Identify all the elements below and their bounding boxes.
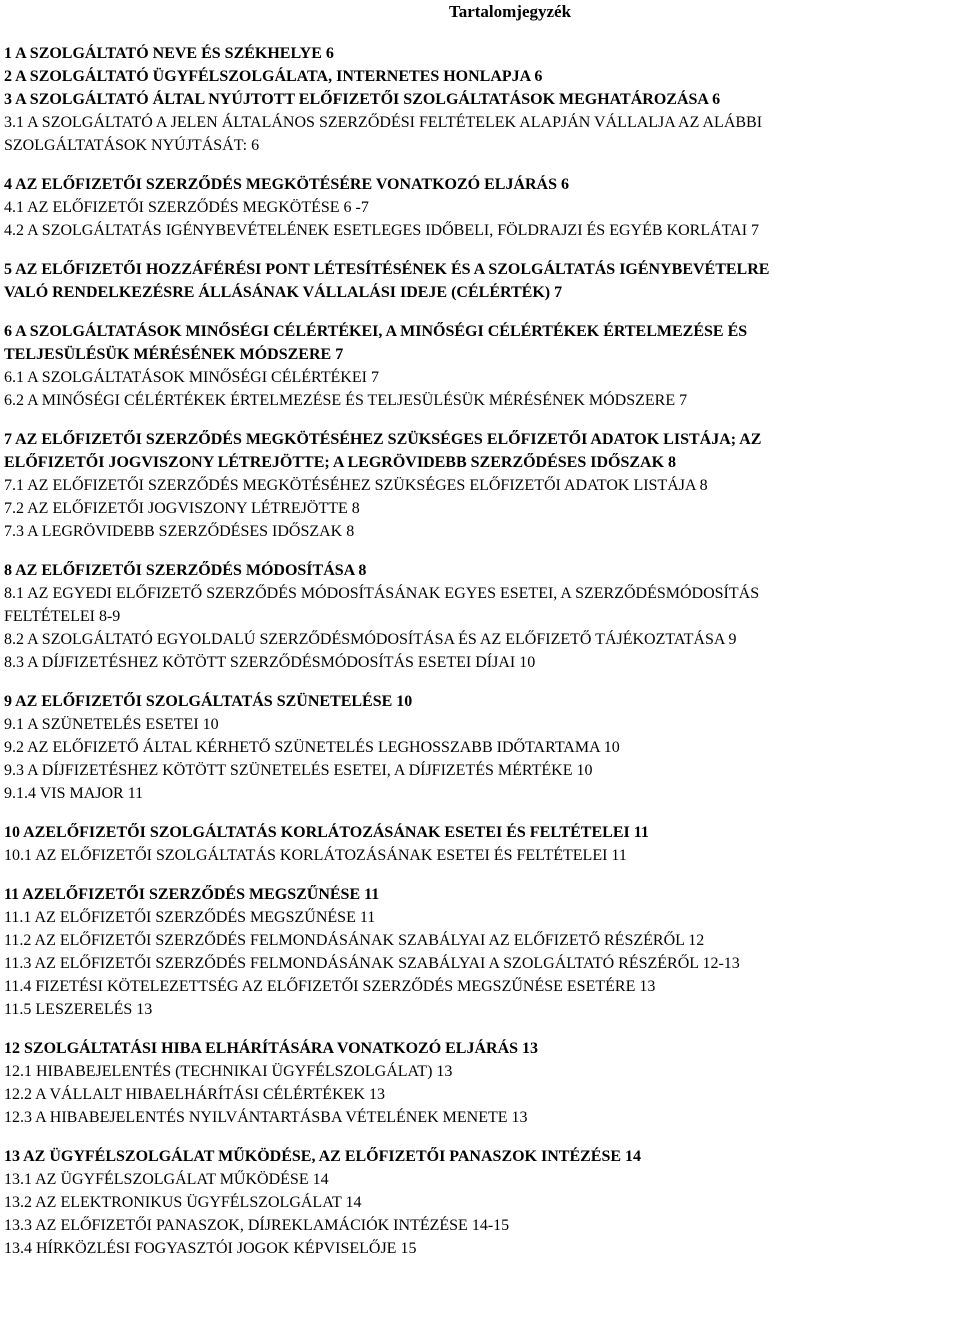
toc-entry-8-3[interactable]: 8.3 A DÍJFIZETÉSHEZ KÖTÖTT SZERZŐDÉSMÓDOSÍTÁS ESETEI DÍJAI 10 [4, 654, 536, 671]
toc-entry-11-4[interactable]: 11.4 FIZETÉSI KÖTELEZETTSÉG AZ ELŐFIZETŐI SZERZŐDÉS MEGSZŰNÉSE ESETÉRE 13 [4, 978, 656, 995]
toc-entry-3-1-cont[interactable]: SZOLGÁLTATÁSOK NYÚJTÁSÁT: 6 [4, 137, 260, 154]
table-of-contents [4, 42, 956, 1260]
toc-entry-12-2[interactable]: 12.2 A VÁLLALT HIBAELHÁRÍTÁSI CÉLÉRTÉKEK 13 [4, 1086, 385, 1103]
toc-entry-6-cont[interactable]: TELJESÜLÉSÜK MÉRÉSÉNEK MÓDSZERE 7 [4, 346, 344, 363]
toc-entry-13-4[interactable]: 13.4 HÍRKÖZLÉSI FOGYASZTÓI JOGOK KÉPVISELŐJE 15 [4, 1240, 417, 1257]
toc-entry-6-2[interactable]: 6.2 A MINŐSÉGI CÉLÉRTÉKEK ÉRTELMEZÉSE ÉS TELJESÜLÉSÜK MÉRÉSÉNEK MÓDSZERE 7 [4, 392, 688, 409]
toc-entry-11-2[interactable]: 11.2 AZ ELŐFIZETŐI SZERZŐDÉS FELMONDÁSÁNAK SZABÁLYAI AZ ELŐFIZETŐ RÉSZÉRŐL 12 [4, 932, 705, 949]
toc-entry-1[interactable]: 1 A SZOLGÁLTATÓ NEVE ÉS SZÉKHELYE 6 [4, 45, 334, 62]
toc-entry-9-3[interactable]: 9.3 A DÍJFIZETÉSHEZ KÖTÖTT SZÜNETELÉS ESETEI, A DÍJFIZETÉS MÉRTÉKE 10 [4, 762, 593, 779]
toc-entry-4-2[interactable]: 4.2 A SZOLGÁLTATÁS IGÉNYBEVÉTELÉNEK ESETLEGES IDŐBELI, FÖLDRAJZI ÉS EGYÉB KORLÁTAI 7 [4, 222, 760, 239]
toc-entry-10-1[interactable]: 10.1 AZ ELŐFIZETŐI SZOLGÁLTATÁS KORLÁTOZÁSÁNAK ESETEI ÉS FELTÉTELEI 11 [4, 847, 627, 864]
toc-entry-4-1[interactable]: 4.1 AZ ELŐFIZETŐI SZERZŐDÉS MEGKÖTÉSE 6 -7 [4, 199, 369, 216]
toc-entry-9-1-4[interactable]: 9.1.4 VIS MAJOR 11 [4, 785, 144, 802]
toc-entry-13-2[interactable]: 13.2 AZ ELEKTRONIKUS ÜGYFÉLSZOLGÁLAT 14 [4, 1194, 362, 1211]
toc-entry-11-5[interactable]: 11.5 LESZERELÉS 13 [4, 1001, 153, 1018]
toc-entry-9[interactable]: 9 AZ ELŐFIZETŐI SZOLGÁLTATÁS SZÜNETELÉSE 10 [4, 693, 413, 710]
toc-entry-12-1[interactable]: 12.1 HIBABEJELENTÉS (TECHNIKAI ÜGYFÉLSZOLGÁLAT) 13 [4, 1063, 453, 1080]
toc-entry-11[interactable]: 11 AZELŐFIZETŐI SZERZŐDÉS MEGSZŰNÉSE 11 [4, 886, 380, 903]
toc-entry-5[interactable]: 5 AZ ELŐFIZETŐI HOZZÁFÉRÉSI PONT LÉTESÍTÉSÉNEK ÉS A SZOLGÁLTATÁS IGÉNYBEVÉTELRE [4, 261, 770, 278]
toc-entry-9-2[interactable]: 9.2 AZ ELŐFIZETŐ ÁLTAL KÉRHETŐ SZÜNETELÉS LEGHOSSZABB IDŐTARTAMA 10 [4, 739, 620, 756]
toc-entry-8-1-cont[interactable]: FELTÉTELEI 8-9 [4, 608, 121, 625]
toc-entry-12[interactable]: 12 SZOLGÁLTATÁSI HIBA ELHÁRÍTÁSÁRA VONATKOZÓ ELJÁRÁS 13 [4, 1040, 539, 1057]
toc-entry-13-3[interactable]: 13.3 AZ ELŐFIZETŐI PANASZOK, DÍJREKLAMÁCIÓK INTÉZÉSE 14-15 [4, 1217, 510, 1234]
toc-entry-11-3[interactable]: 11.3 AZ ELŐFIZETŐI SZERZŐDÉS FELMONDÁSÁNAK SZABÁLYAI A SZOLGÁLTATÓ RÉSZÉRŐL 12-13 [4, 955, 740, 972]
toc-entry-7-2[interactable]: 7.2 AZ ELŐFIZETŐI JOGVISZONY LÉTREJÖTTE 8 [4, 500, 360, 517]
toc-entry-8-1[interactable]: 8.1 AZ EGYEDI ELŐFIZETŐ SZERZŐDÉS MÓDOSÍTÁSÁNAK EGYES ESETEI, A SZERZŐDÉSMÓDOSÍTÁS [4, 585, 760, 602]
toc-entry-7-cont[interactable]: ELŐFIZETŐI JOGVISZONY LÉTREJÖTTE; A LEGRÖVIDEBB SZERZŐDÉSES IDŐSZAK 8 [4, 454, 677, 471]
toc-entry-3[interactable]: 3 A SZOLGÁLTATÓ ÁLTAL NYÚJTOTT ELŐFIZETŐI SZOLGÁLTATÁSOK MEGHATÁROZÁSA 6 [4, 91, 721, 108]
toc-entry-8[interactable]: 8 AZ ELŐFIZETŐI SZERZŐDÉS MÓDOSÍTÁSA 8 [4, 562, 367, 579]
toc-entry-8-2[interactable]: 8.2 A SZOLGÁLTATÓ EGYOLDALÚ SZERZŐDÉSMÓDOSÍTÁSA ÉS AZ ELŐFIZETŐ TÁJÉKOZTATÁSA 9 [4, 631, 737, 648]
toc-entry-3-1[interactable]: 3.1 A SZOLGÁLTATÓ A JELEN ÁLTALÁNOS SZERZŐDÉSI FELTÉTELEK ALAPJÁN VÁLLALJA AZ ALÁBBI [4, 114, 763, 131]
toc-entry-12-3[interactable]: 12.3 A HIBABEJELENTÉS NYILVÁNTARTÁSBA VÉTELÉNEK MENETE 13 [4, 1109, 528, 1126]
page-title: Tartalomjegyzék [448, 2, 572, 21]
toc-entry-6-1[interactable]: 6.1 A SZOLGÁLTATÁSOK MINŐSÉGI CÉLÉRTÉKEI 7 [4, 369, 379, 386]
toc-entry-10[interactable]: 10 AZELŐFIZETŐI SZOLGÁLTATÁS KORLÁTOZÁSÁNAK ESETEI ÉS FELTÉTELEI 11 [4, 824, 649, 841]
toc-entry-2[interactable]: 2 A SZOLGÁLTATÓ ÜGYFÉLSZOLGÁLATA, INTERNETES HONLAPJA 6 [4, 68, 543, 85]
toc-entry-13[interactable]: 13 AZ ÜGYFÉLSZOLGÁLAT MŰKÖDÉSE, AZ ELŐFIZETŐI PANASZOK INTÉZÉSE 14 [4, 1148, 642, 1165]
toc-entry-7-1[interactable]: 7.1 AZ ELŐFIZETŐI SZERZŐDÉS MEGKÖTÉSÉHEZ SZÜKSÉGES ELŐFIZETŐI ADATOK LISTÁJA 8 [4, 477, 708, 494]
toc-entry-13-1[interactable]: 13.1 AZ ÜGYFÉLSZOLGÁLAT MŰKÖDÉSE 14 [4, 1171, 329, 1188]
toc-entry-7[interactable]: 7 AZ ELŐFIZETŐI SZERZŐDÉS MEGKÖTÉSÉHEZ SZÜKSÉGES ELŐFIZETŐI ADATOK LISTÁJA; AZ [4, 431, 762, 448]
toc-entry-6[interactable]: 6 A SZOLGÁLTATÁSOK MINŐSÉGI CÉLÉRTÉKEI, A MINŐSÉGI CÉLÉRTÉKEK ÉRTELMEZÉSE ÉS [4, 323, 748, 340]
toc-entry-4[interactable]: 4 AZ ELŐFIZETŐI SZERZŐDÉS MEGKÖTÉSÉRE VONATKOZÓ ELJÁRÁS 6 [4, 176, 570, 193]
toc-entry-11-1[interactable]: 11.1 AZ ELŐFIZETŐI SZERZŐDÉS MEGSZŰNÉSE 11 [4, 909, 376, 926]
toc-entry-5-cont[interactable]: VALÓ RENDELKEZÉSRE ÁLLÁSÁNAK VÁLLALÁSI IDEJE (CÉLÉRTÉK) 7 [4, 284, 563, 301]
toc-entry-7-3[interactable]: 7.3 A LEGRÖVIDEBB SZERZŐDÉSES IDŐSZAK 8 [4, 523, 355, 540]
toc-entry-9-1[interactable]: 9.1 A SZÜNETELÉS ESETEI 10 [4, 716, 219, 733]
